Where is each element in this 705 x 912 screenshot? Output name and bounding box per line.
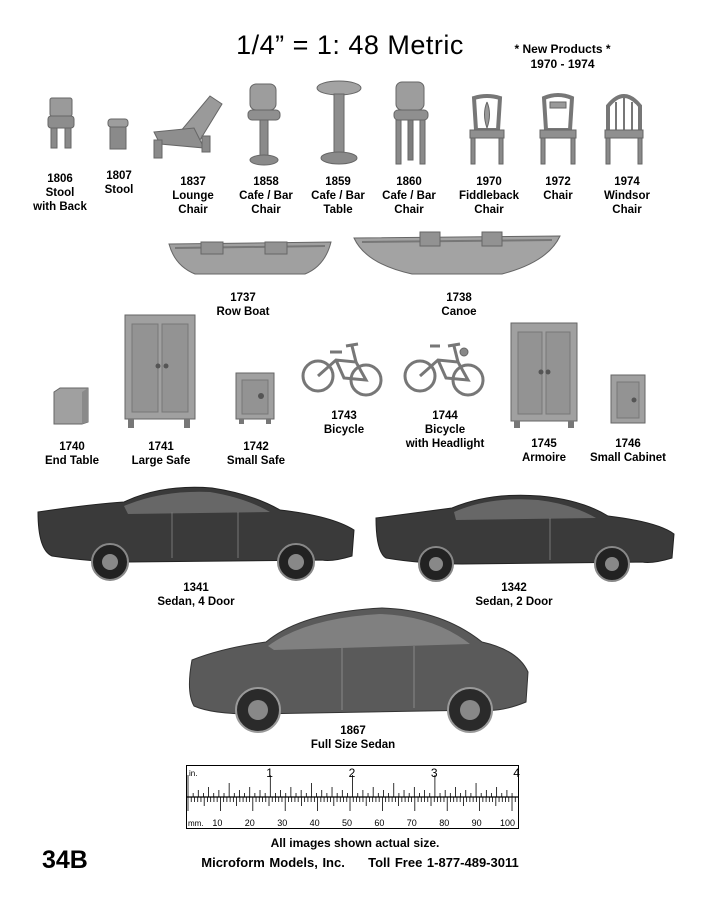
product-label-1341: 1341 Sedan, 4 Door <box>157 582 235 608</box>
cafe-bar-chair-2-figure <box>390 80 434 166</box>
inch-unit-label: in. <box>189 769 198 778</box>
canoe-figure <box>352 228 562 280</box>
large-safe-figure <box>122 312 198 430</box>
inch-tick-label: 3 <box>430 766 438 780</box>
mm-tick-label: 10 <box>212 818 223 828</box>
product-label-1743: 1743 Bicycle <box>323 410 365 436</box>
mm-tick-label: 50 <box>342 818 353 828</box>
new-products-label: * New Products * <box>514 42 611 56</box>
product-label-1342: 1342 Sedan, 2 Door <box>475 582 553 608</box>
page-number: 34B <box>42 846 88 874</box>
fiddleback-chair-figure <box>466 96 508 166</box>
windsor-chair-figure <box>602 92 646 166</box>
mm-tick-label: 20 <box>244 818 255 828</box>
end-table-figure <box>52 386 90 426</box>
mm-unit-label: mm. <box>188 819 204 828</box>
product-label-1745: 1745 Armoire <box>521 438 567 464</box>
full-size-sedan-figure <box>182 602 534 738</box>
product-label-1970: 1970 Fiddleback Chair <box>458 176 520 216</box>
chair-figure <box>536 94 580 166</box>
sedan-4-door-figure <box>32 480 358 584</box>
product-label-1807: 1807 Stool <box>104 170 134 196</box>
company-footer <box>150 855 570 870</box>
product-label-1740: 1740 End Table <box>44 441 100 467</box>
product-label-1737: 1737 Row Boat <box>216 292 270 318</box>
mm-tick-label: 30 <box>277 818 288 828</box>
row-boat-figure <box>165 236 335 280</box>
lounge-chair-figure <box>150 92 224 162</box>
inch-tick-label: 1 <box>266 766 273 780</box>
armoire-figure <box>508 320 580 430</box>
product-label-1746: 1746 Small Cabinet <box>589 438 667 464</box>
toll-free-phone: Toll Free 1-877-489-3011 <box>368 855 519 870</box>
mm-tick-label: 60 <box>374 818 385 828</box>
cafe-bar-table-figure <box>314 80 364 166</box>
product-label-1738: 1738 Canoe <box>441 292 477 318</box>
product-label-1972: 1972 Chair <box>543 176 573 202</box>
bicycle-with-headlight-figure <box>402 338 486 398</box>
company-name: Microform Models, Inc. <box>201 855 345 870</box>
bicycle-figure <box>300 338 384 398</box>
product-label-1860: 1860 Cafe / Bar Chair <box>382 176 436 216</box>
mm-tick-label: 70 <box>406 818 417 828</box>
product-label-1867: 1867 Full Size Sedan <box>310 725 396 751</box>
new-products-years: 1970 - 1974 <box>530 57 595 71</box>
product-label-1744: 1744 Bicycle with Headlight <box>405 410 485 450</box>
inch-tick-label: 2 <box>348 766 356 780</box>
small-safe-figure <box>233 370 277 426</box>
product-label-1859: 1859 Cafe / Bar Table <box>311 176 365 216</box>
cafe-bar-chair-figure <box>244 82 284 166</box>
mm-tick-label: 40 <box>309 818 320 828</box>
small-cabinet-figure <box>608 372 648 428</box>
scale-ruler <box>186 765 519 829</box>
product-label-1806: 1806 Stool with Back <box>33 173 87 213</box>
mm-tick-label: 80 <box>439 818 450 828</box>
product-label-1837: 1837 Lounge Chair <box>172 176 214 216</box>
stool-with-back-figure <box>44 96 78 152</box>
stool-figure <box>106 117 130 151</box>
product-label-1741: 1741 Large Safe <box>131 441 191 467</box>
actual-size-note: All images shown actual size. <box>270 836 440 850</box>
product-label-1974: 1974 Windsor Chair <box>604 176 650 216</box>
page-title: 1/4” = 1: 48 Metric <box>236 30 464 60</box>
sedan-2-door-figure <box>372 488 678 584</box>
inch-tick-label: 4 <box>513 766 520 780</box>
product-label-1858: 1858 Cafe / Bar Chair <box>239 176 293 216</box>
mm-tick-label: 90 <box>471 818 482 828</box>
product-label-1742: 1742 Small Safe <box>226 441 286 467</box>
new-products-note <box>500 42 625 72</box>
mm-tick-label: 100 <box>500 818 516 828</box>
